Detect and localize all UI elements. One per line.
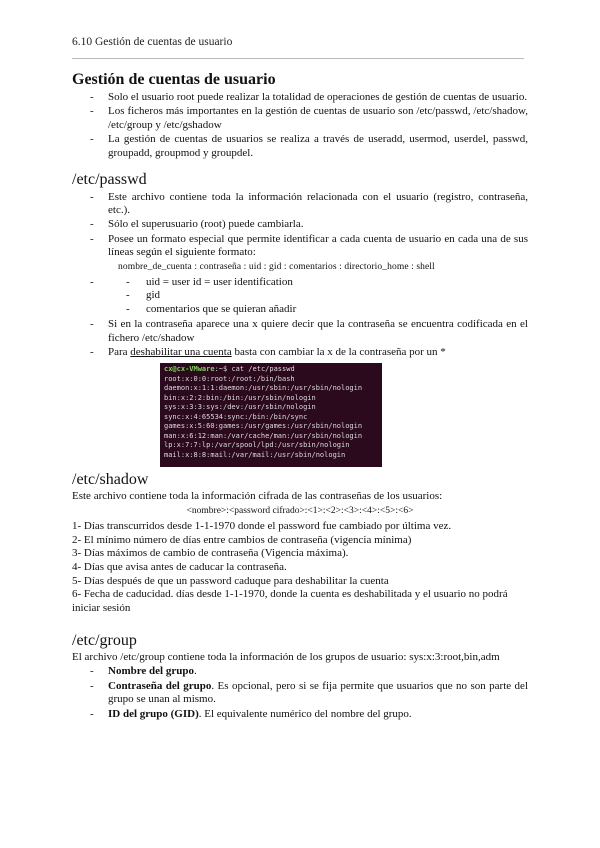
list-item: - Posee un formato especial que permite identificar a cada cuenta de usuario en cada una de sus líneas según el siguiente formato:: [72, 233, 528, 260]
terminal-line: sys:x:3:3:sys:/dev:/usr/sbin/nologin: [164, 403, 316, 412]
terminal-line: man:x:6:12:man:/var/cache/man:/usr/sbin/nologin: [164, 431, 363, 440]
item-text: Para: [108, 345, 131, 358]
terminal-line: bin:x:2:2:bin:/bin:/usr/sbin/nologin: [164, 393, 316, 402]
terminal-prompt-sep: :~$: [214, 365, 232, 374]
terminal-line: games:x:5:60:games:/usr/games:/usr/sbin/nologin: [164, 422, 363, 431]
shadow-field-line: 1- Días transcurridos desde 1-1-1970 donde el password fue cambiado por última vez.: [72, 519, 452, 532]
section-gestion-list: [72, 91, 528, 161]
page-content: [72, 66, 528, 722]
shadow-format-line: <nombre>:<password cifrado>:<1>:<2>:<3>:<4>:<5>:<6>: [186, 506, 414, 517]
header-rule: [72, 58, 524, 59]
list-item: [72, 708, 528, 722]
terminal-line: lp:x:7:7:lp:/var/spool/lpd:/usr/sbin/nologin: [164, 441, 350, 450]
sublist-item: - - uid = user id = user identification: [108, 276, 528, 290]
sublist-container: [72, 276, 528, 317]
passwd-format-line: nombre_de_cuenta : contraseña : uid : gid : comentarios : directorio_home : shell: [118, 262, 435, 273]
section-heading-passwd: /etc/passwd: [72, 170, 147, 188]
bold-term: Nombre del grupo: [108, 665, 194, 678]
terminal-line: root:x:0:0:root:/root:/bin/bash: [164, 374, 295, 383]
list-item: - La gestión de cuentas de usuarios se realiza a través de useradd, usermod, userdel, passwd, groupadd, groupmod y groupdel.: [72, 133, 528, 160]
section-passwd-list: [72, 191, 528, 261]
terminal-line: mail:x:8:8:mail:/var/mail:/usr/sbin/nologin: [164, 450, 346, 459]
list-item: [72, 346, 528, 360]
shadow-field-line: 5- Días después de que un password caduque para deshabilitar la cuenta: [72, 574, 389, 587]
section-passwd-list-end: [72, 318, 528, 360]
terminal-command: cat /etc/passwd: [231, 365, 295, 374]
passwd-sublist: [108, 276, 528, 317]
section-passwd-list-cont: [72, 276, 528, 317]
terminal-prompt-user: cx@cx-VMware: [164, 365, 215, 374]
terminal-line: sync:x:4:65534:sync:/bin:/bin/sync: [164, 412, 308, 421]
section-heading-gestion: Gestión de cuentas de usuario: [72, 71, 276, 88]
group-intro: El archivo /etc/group contiene toda la información de los grupos de usuario: sys:x:3:root,bin,adm: [72, 650, 500, 663]
section-group-list: [72, 665, 528, 721]
list-item: [72, 680, 528, 707]
list-item: - Si en la contraseña aparece una x quiere decir que la contraseña se encuentra codificada en el fichero /etc/shadow: [72, 318, 528, 345]
shadow-field-line: 6- Fecha de caducidad. días desde 1-1-1970, donde la cuenta es deshabilitada y el usuario no podrá iniciar sesión: [72, 588, 508, 615]
shadow-field-line: 2- El mínimo número de días entre cambios de contraseña (vigencia mínima): [72, 533, 412, 546]
list-item: - Los ficheros más importantes en la gestión de cuentas de usuario son /etc/passwd, /etc/shadow, /etc/group y /etc/gshadow: [72, 105, 528, 132]
bold-term: ID del grupo (GID): [108, 707, 199, 720]
terminal-screenshot: [160, 363, 382, 467]
terminal-line: daemon:x:1:1:daemon:/usr/sbin:/usr/sbin/nologin: [164, 384, 363, 393]
list-item: - Este archivo contiene toda la información relacionada con el usuario (registro, contraseña, etc.).: [72, 191, 528, 218]
list-item: [72, 665, 528, 679]
shadow-intro: Este archivo contiene toda la información cifrada de las contraseñas de los usuarios:: [72, 490, 443, 503]
list-item: - Solo el usuario root puede realizar la totalidad de operaciones de gestión de cuentas de usuario.: [72, 91, 528, 105]
sublist-item: - gid: [108, 289, 528, 303]
section-heading-shadow: /etc/shadow: [72, 471, 149, 489]
section-heading-group: /etc/group: [72, 631, 137, 649]
shadow-field-line: 3- Días máximos de cambio de contraseña (Vigencia máxima).: [72, 547, 349, 560]
item-text: . Es opcional, pero si se fija permite que usuarios que no son parte del grupo se unan al mismo.: [108, 679, 528, 706]
running-header: 6.10 Gestión de cuentas de usuario: [72, 36, 233, 48]
shadow-field-line: 4- Días que avisa antes de caducar la contraseña.: [72, 560, 287, 573]
item-text: . El equivalente numérico del nombre del grupo.: [198, 707, 412, 720]
item-text: .: [193, 665, 197, 678]
list-item: - Sólo el superusuario (root) puede cambiarla.: [72, 218, 528, 232]
sublist-item: - comentarios que se quieran añadir: [108, 303, 528, 317]
item-text: basta con cambiar la x de la contraseña por un *: [231, 345, 446, 358]
underlined-text: deshabilitar una cuenta: [130, 345, 232, 358]
bold-term: Contraseña del grupo: [108, 679, 212, 692]
